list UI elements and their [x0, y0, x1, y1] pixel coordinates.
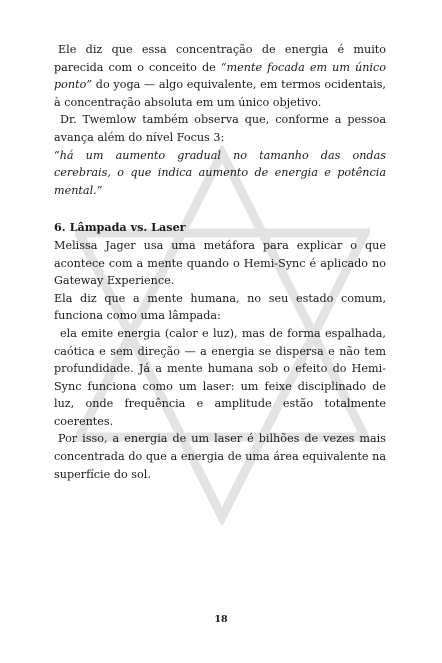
section-heading: 6. Lâmpada vs. Laser	[54, 220, 186, 235]
paragraph-1-text-b: do yoga — algo equivalente, em termos ocidentais, à concentração absoluta em um único objetivo.	[54, 78, 386, 109]
paragraph-4: Melissa Jager usa uma metáfora para explicar o que acontece com a mente quando o Hemi-Sync é aplicado no Gateway Experience.	[54, 238, 386, 288]
paragraph-2: Dr. Twemlow também observa que, conforme a pessoa avança além do nível Focus 3:	[54, 113, 386, 144]
quote-block	[54, 147, 386, 200]
paragraph-6: ela emite energia (calor e luz), mas de forma espalhada, caótica e sem direção — a energia se dispersa e não tem profundidade. Já a mente humana sob o efeito do Hemi-Sync funciona como um laser: um feixe disciplinado de luz, onde frequência e amplitude estão totalmente coerentes.	[54, 326, 386, 428]
paragraph-5: Ela diz que a mente humana, no seu estado comum, funciona como uma lâmpada:	[54, 291, 386, 323]
quote-text: “há um aumento gradual no tamanho das ondas cerebrais, o que indica aumento de energia e potência mental.”	[54, 148, 386, 197]
paragraph-7: Por isso, a energia de um laser é bilhões de vezes mais concentrada do que a energia de uma área equivalente na superfície do sol.	[54, 432, 386, 481]
page-body	[54, 41, 386, 483]
page-number: 18	[214, 614, 228, 625]
paragraph-1	[54, 41, 386, 111]
paragraph-1-quote: “mente focada em um único ponto”	[54, 60, 386, 92]
paragraph-1-text-a: Ele diz que essa concentração de energia é muito parecida com o conceito de	[54, 43, 386, 74]
